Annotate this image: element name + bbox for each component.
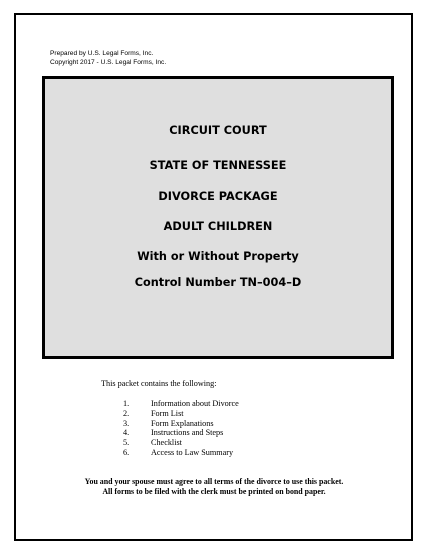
item-number: 2.	[123, 408, 130, 418]
item-label: Information about Divorce	[151, 399, 239, 408]
list-item	[123, 419, 239, 429]
notice-bond-paper: All forms to be filed with the clerk must be printed on bond paper.	[102, 487, 326, 496]
prepared-by-text: Prepared by U.S. Legal Forms, Inc.	[50, 50, 154, 57]
list-item	[123, 409, 239, 419]
children-title: ADULT CHILDREN	[163, 220, 273, 233]
contents-intro: This packet contains the following:	[101, 379, 217, 388]
state-title: STATE OF TENNESSEE	[149, 159, 287, 172]
copyright-text: Copyright 2017 - U.S. Legal Forms, Inc.	[50, 58, 167, 66]
notice-block	[0, 477, 428, 497]
item-number: 3.	[123, 418, 130, 428]
property-title: With or Without Property	[137, 250, 299, 263]
item-label: Form List	[151, 408, 184, 418]
title-box	[42, 76, 394, 359]
court-title: CIRCUIT COURT	[169, 124, 267, 137]
item-number: 4.	[123, 428, 130, 438]
item-label: Access to Law Summary	[151, 447, 234, 457]
item-number: 6.	[123, 447, 130, 457]
list-item	[123, 428, 239, 438]
list-item	[123, 438, 239, 448]
item-number: 1.	[123, 399, 130, 408]
item-label: Instructions and Steps	[151, 428, 224, 438]
control-number: Control Number TN–004–D	[134, 276, 302, 289]
notice-agreement: You and your spouse must agree to all terms of the divorce to use this packet.	[84, 477, 344, 486]
preparer-block	[50, 50, 166, 67]
list-item	[123, 448, 239, 458]
item-label: Checklist	[151, 438, 182, 448]
package-title: DIVORCE PACKAGE	[158, 190, 278, 203]
item-label: Form Explanations	[151, 418, 214, 428]
list-item	[123, 399, 239, 409]
item-number: 5.	[123, 438, 130, 448]
contents-list	[123, 399, 239, 458]
